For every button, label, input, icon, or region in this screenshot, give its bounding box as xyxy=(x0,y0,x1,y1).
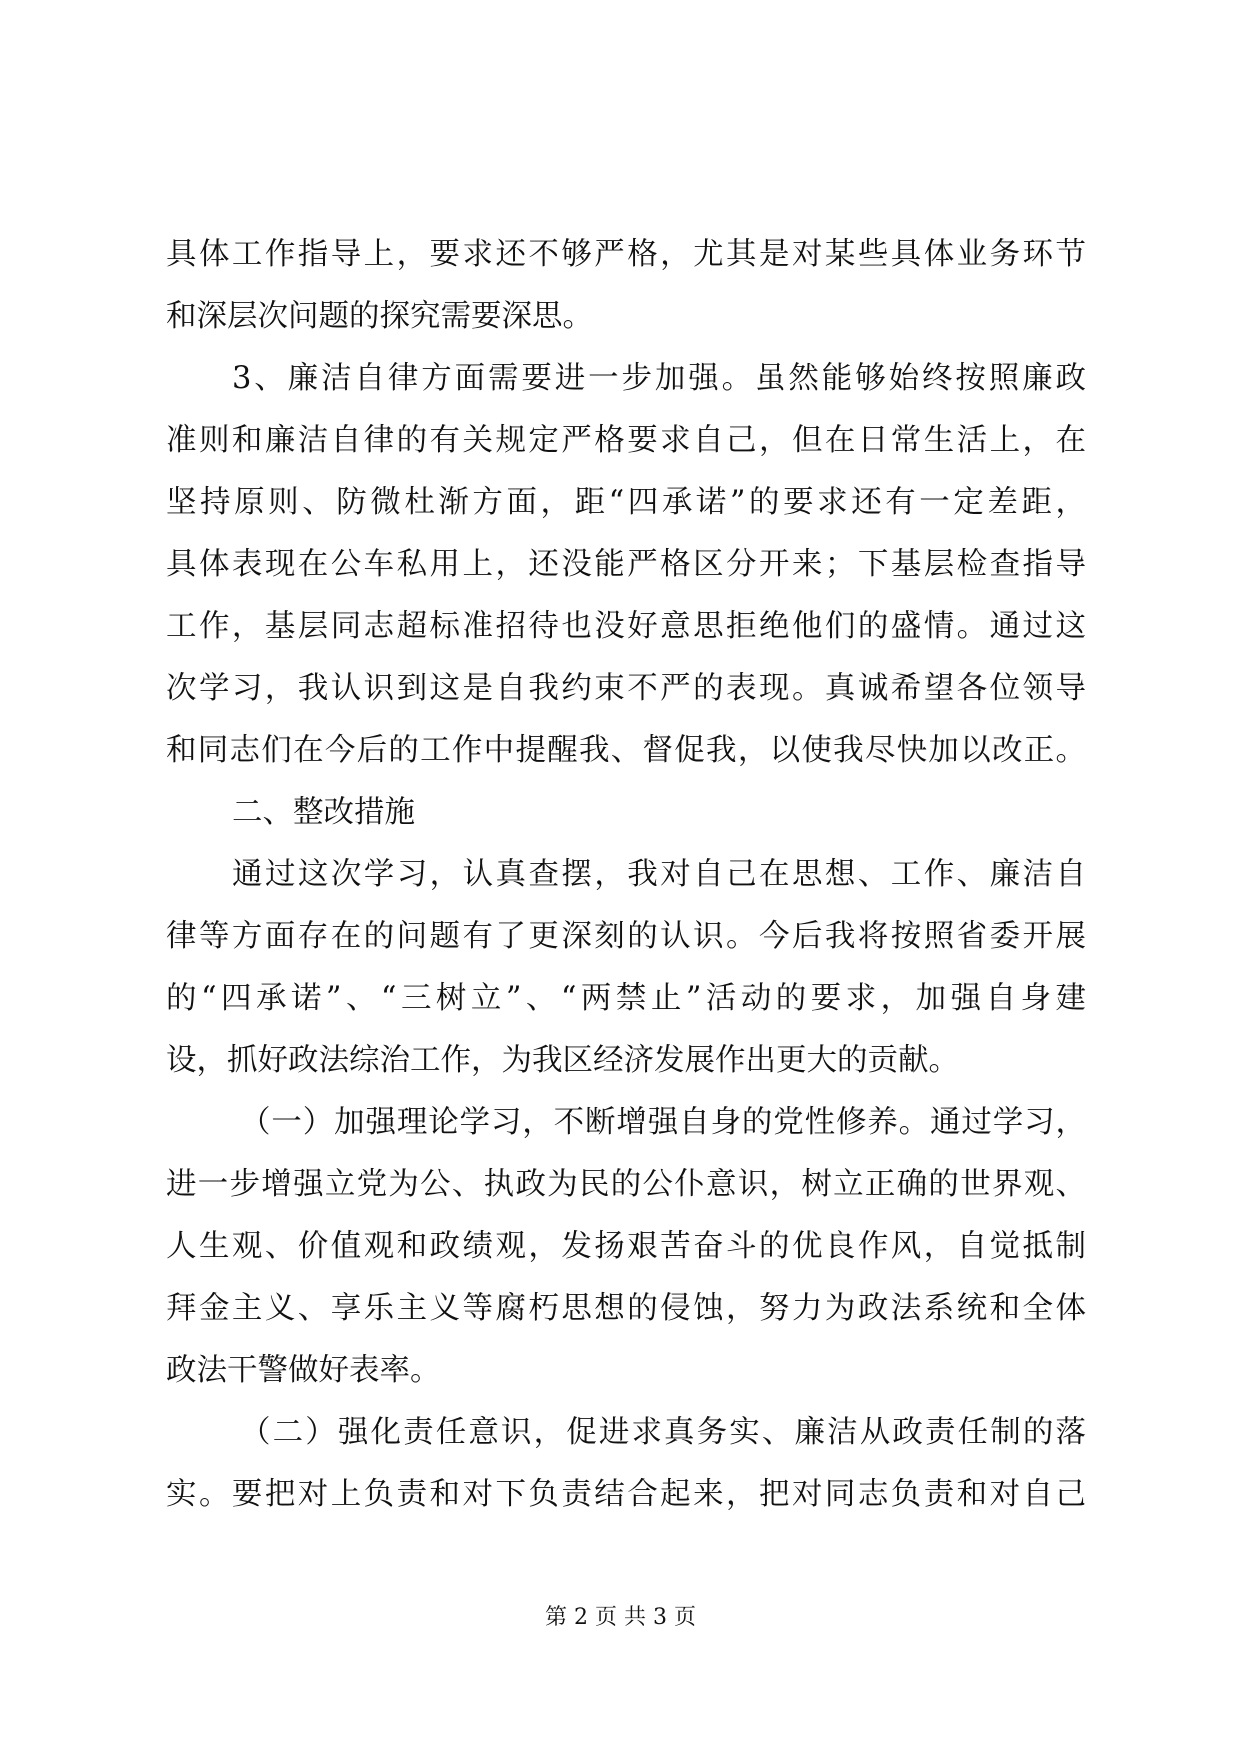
text-line: 政法干警做好表率。 xyxy=(166,1353,441,1388)
text-line: 具体表现在公车私用上，还没能严格区分开来；下基层检查指导 xyxy=(166,547,1086,582)
paragraph-start-line: 3、廉洁自律方面需要进一步加强。虽然能够始终按照廉政 xyxy=(232,361,1086,396)
text-line: 工作，基层同志超标准招待也没好意思拒绝他们的盛情。通过这 xyxy=(166,609,1086,644)
text-line: 和深层次问题的探究需要深思。 xyxy=(166,299,593,334)
text-line: 具体工作指导上，要求还不够严格，尤其是对某些具体业务环节 xyxy=(166,237,1086,272)
page-number-footer: 第 2 页 共 3 页 xyxy=(545,1605,696,1630)
text-line: 准则和廉洁自律的有关规定严格要求自己，但在日常生活上，在 xyxy=(166,423,1086,458)
paragraph-start-line: 通过这次学习，认真查摆，我对自己在思想、工作、廉洁自 xyxy=(232,857,1086,892)
text-line: 和同志们在今后的工作中提醒我、督促我，以使我尽快加以改正。 xyxy=(166,733,1086,768)
text-line: 的“四承诺”、“三树立”、“两禁止”活动的要求，加强自身建 xyxy=(166,981,1086,1016)
text-line: 律等方面存在的问题有了更深刻的认识。今后我将按照省委开展 xyxy=(166,919,1086,954)
text-line: 人生观、价值观和政绩观，发扬艰苦奋斗的优良作风，自觉抵制 xyxy=(166,1229,1086,1264)
text-line: 实。要把对上负责和对下负责结合起来，把对同志负责和对自己 xyxy=(166,1477,1086,1512)
text-line: 设，抓好政法综治工作，为我区经济发展作出更大的贡献。 xyxy=(166,1043,959,1078)
text-line: 拜金主义、享乐主义等腐朽思想的侵蚀，努力为政法系统和全体 xyxy=(166,1291,1086,1326)
paragraph-start-line: （二）强化责任意识，促进求真务实、廉洁从政责任制的落 xyxy=(240,1415,1086,1450)
text-line: 次学习，我认识到这是自我约束不严的表现。真诚希望各位领导 xyxy=(166,671,1086,706)
body-text xyxy=(166,224,1086,1526)
section-heading: 二、整改措施 xyxy=(232,795,415,830)
text-line: 坚持原则、防微杜渐方面，距“四承诺”的要求还有一定差距， xyxy=(166,485,1086,520)
text-line: 进一步增强立党为公、执政为民的公仆意识，树立正确的世界观、 xyxy=(166,1167,1086,1202)
paragraph-start-line: （一）加强理论学习，不断增强自身的党性修养。通过学习， xyxy=(240,1105,1086,1140)
